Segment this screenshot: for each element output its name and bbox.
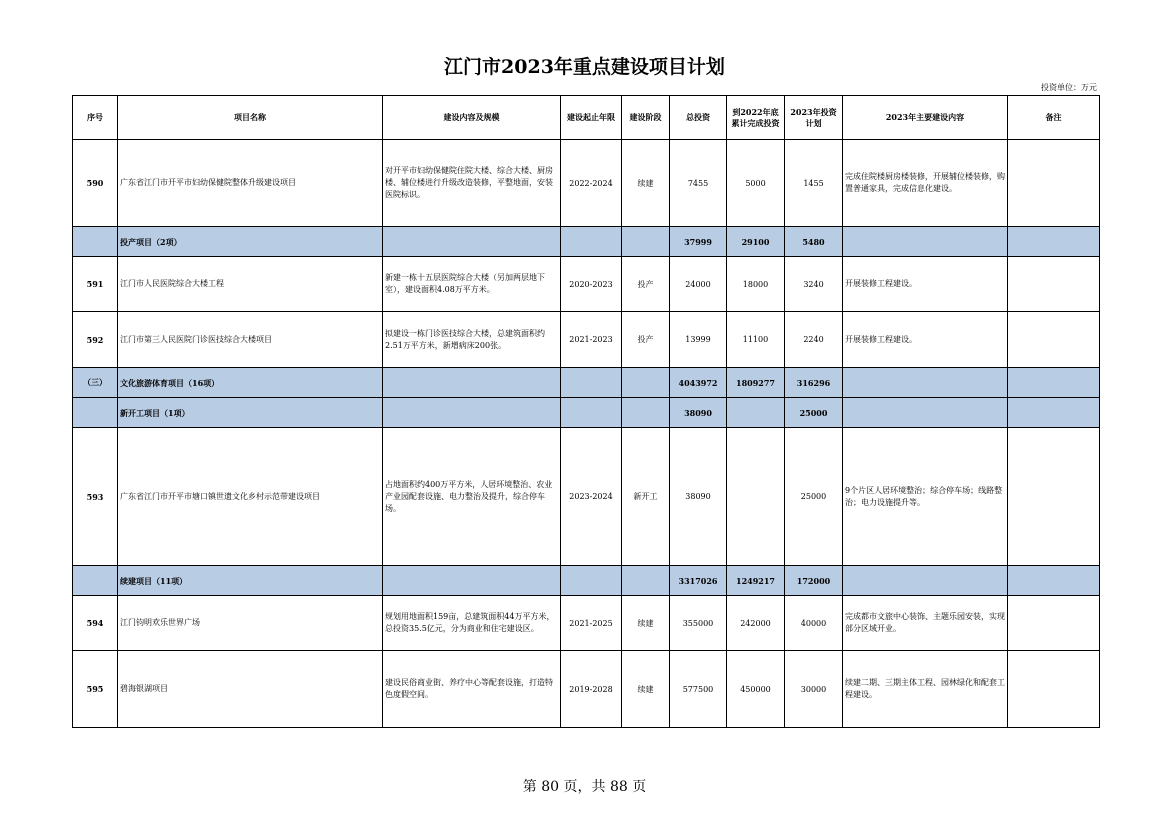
cell-no: [73, 398, 118, 428]
cell-scope: 建设民俗商业街、养疗中心等配套设施，打造特色度假空间。: [383, 651, 561, 728]
cell-remark: [1008, 596, 1100, 651]
cell-plan2023: 3240: [785, 257, 843, 312]
cell-cumulative: [727, 428, 785, 566]
cell-stage: 续建: [622, 140, 670, 227]
cell-cumulative: 242000: [727, 596, 785, 651]
cell-empty: [383, 368, 561, 398]
cell-empty: [561, 368, 622, 398]
cell-empty: [1008, 566, 1100, 596]
header-cell: 建设阶段: [622, 96, 670, 140]
section-row: [73, 566, 1100, 596]
cell-cumulative: [727, 398, 785, 428]
cell-plan2023: 316296: [785, 368, 843, 398]
header-cell: 备注: [1008, 96, 1100, 140]
cell-plan2023: 30000: [785, 651, 843, 728]
cell-content2023: 续建二期、三期主体工程、园林绿化和配套工程建设。: [843, 651, 1008, 728]
cell-name: 江门钧明欢乐世界广场: [118, 596, 383, 651]
cell-no: 594: [73, 596, 118, 651]
header-cell: 2023年主要建设内容: [843, 96, 1008, 140]
cell-empty: [622, 227, 670, 257]
header-cell: 项目名称: [118, 96, 383, 140]
cell-no: 595: [73, 651, 118, 728]
cell-no: [73, 566, 118, 596]
cell-total: 24000: [670, 257, 727, 312]
cell-empty: [843, 398, 1008, 428]
page-title: 江门市2023年重点建设项目计划: [444, 56, 725, 78]
cell-cumulative: 1809277: [727, 368, 785, 398]
cell-content2023: 开展装修工程建设。: [843, 312, 1008, 368]
cell-plan2023: 5480: [785, 227, 843, 257]
cell-name: 文化旅游体育项目（16项）: [118, 368, 383, 398]
cell-total: 38090: [670, 398, 727, 428]
cell-cumulative: 1249217: [727, 566, 785, 596]
cell-years: 2021-2023: [561, 312, 622, 368]
cell-plan2023: 172000: [785, 566, 843, 596]
cell-years: 2022-2024: [561, 140, 622, 227]
header-cell: 建设起止年限: [561, 96, 622, 140]
cell-empty: [1008, 368, 1100, 398]
header-cell: 总投资: [670, 96, 727, 140]
cell-no: 593: [73, 428, 118, 566]
cell-name: 投产项目（2项）: [118, 227, 383, 257]
cell-name: 新开工项目（1项）: [118, 398, 383, 428]
cell-remark: [1008, 257, 1100, 312]
cell-no: 590: [73, 140, 118, 227]
table-row: [73, 428, 1100, 566]
cell-total: 38090: [670, 428, 727, 566]
cell-no: （三）: [73, 368, 118, 398]
cell-empty: [383, 566, 561, 596]
cell-remark: [1008, 428, 1100, 566]
cell-no: 592: [73, 312, 118, 368]
cell-cumulative: 450000: [727, 651, 785, 728]
project-table: [72, 95, 1100, 728]
cell-name: 江门市人民医院综合大楼工程: [118, 257, 383, 312]
cell-scope: 拟建设一栋门诊医技综合大楼，总建筑面积约2.51万平方米，新增病床200张。: [383, 312, 561, 368]
cell-plan2023: 40000: [785, 596, 843, 651]
cell-content2023: 9个片区人居环境整治；综合停车场；线路整治；电力设施提升等。: [843, 428, 1008, 566]
cell-remark: [1008, 651, 1100, 728]
cell-plan2023: 2240: [785, 312, 843, 368]
cell-name: 碧海银湖项目: [118, 651, 383, 728]
cell-empty: [843, 227, 1008, 257]
cell-no: 591: [73, 257, 118, 312]
cell-empty: [561, 398, 622, 428]
table-row: [73, 596, 1100, 651]
cell-empty: [1008, 398, 1100, 428]
cell-total: 577500: [670, 651, 727, 728]
cell-empty: [383, 227, 561, 257]
table-row: [73, 651, 1100, 728]
cell-scope: 新建一栋十五层医院综合大楼（另加两层地下室），建设面积4.08万平方米。: [383, 257, 561, 312]
cell-scope: 对开平市妇幼保健院住院大楼、综合大楼、厨房楼、辅位楼进行升级改造装修，平整地面，安装医院标识。: [383, 140, 561, 227]
section-row: [73, 227, 1100, 257]
cell-cumulative: 11100: [727, 312, 785, 368]
cell-name: 江门市第三人民医院门诊医技综合大楼项目: [118, 312, 383, 368]
cell-stage: 新开工: [622, 428, 670, 566]
cell-empty: [561, 227, 622, 257]
header-cell: 序号: [73, 96, 118, 140]
cell-empty: [622, 566, 670, 596]
cell-scope: 规划用地面积159亩，总建筑面积44万平方米，总投资35.5亿元，分为商业和住宅建设区。: [383, 596, 561, 651]
header-cell: 到2022年底累计完成投资: [727, 96, 785, 140]
cell-content2023: 完成都市文旅中心装饰、主题乐园安装，实现部分区域开业。: [843, 596, 1008, 651]
cell-stage: 投产: [622, 257, 670, 312]
cell-empty: [843, 368, 1008, 398]
cell-name: 广东省江门市开平市塘口镇世遗文化乡村示范带建设项目: [118, 428, 383, 566]
cell-empty: [1008, 227, 1100, 257]
cell-empty: [622, 368, 670, 398]
cell-empty: [383, 398, 561, 428]
cell-years: 2021-2025: [561, 596, 622, 651]
section-row: [73, 398, 1100, 428]
cell-empty: [843, 566, 1008, 596]
cell-total: 13999: [670, 312, 727, 368]
cell-scope: 占地面积约400万平方米，人居环境整治、农业产业园配套设施、电力整治及提升，综合停车场。: [383, 428, 561, 566]
cell-empty: [622, 398, 670, 428]
cell-remark: [1008, 312, 1100, 368]
cell-cumulative: 5000: [727, 140, 785, 227]
cell-total: 7455: [670, 140, 727, 227]
cell-content2023: 开展装修工程建设。: [843, 257, 1008, 312]
header-row: [73, 96, 1100, 140]
header-cell: 2023年投资计划: [785, 96, 843, 140]
cell-years: 2019-2028: [561, 651, 622, 728]
cell-total: 4043972: [670, 368, 727, 398]
page-footer: 第 80 页，共 88 页: [522, 779, 647, 795]
cell-content2023: 完成住院楼厨房楼装修，开展辅位楼装修，购置普通家具，完成信息化建设。: [843, 140, 1008, 227]
cell-stage: 续建: [622, 651, 670, 728]
cell-name: 续建项目（11项）: [118, 566, 383, 596]
cell-remark: [1008, 140, 1100, 227]
table-row: [73, 257, 1100, 312]
header-cell: 建设内容及规模: [383, 96, 561, 140]
cell-total: 355000: [670, 596, 727, 651]
cell-total: 3317026: [670, 566, 727, 596]
cell-plan2023: 25000: [785, 398, 843, 428]
unit-label: 投资单位：万元: [1041, 83, 1097, 92]
cell-cumulative: 18000: [727, 257, 785, 312]
cell-no: [73, 227, 118, 257]
cell-years: 2023-2024: [561, 428, 622, 566]
cell-stage: 投产: [622, 312, 670, 368]
cell-years: 2020-2023: [561, 257, 622, 312]
cell-empty: [561, 566, 622, 596]
section-row: [73, 368, 1100, 398]
cell-stage: 续建: [622, 596, 670, 651]
table-row: [73, 140, 1100, 227]
cell-name: 广东省江门市开平市妇幼保健院整体升级建设项目: [118, 140, 383, 227]
table-row: [73, 312, 1100, 368]
cell-cumulative: 29100: [727, 227, 785, 257]
cell-plan2023: 1455: [785, 140, 843, 227]
cell-total: 37999: [670, 227, 727, 257]
cell-plan2023: 25000: [785, 428, 843, 566]
